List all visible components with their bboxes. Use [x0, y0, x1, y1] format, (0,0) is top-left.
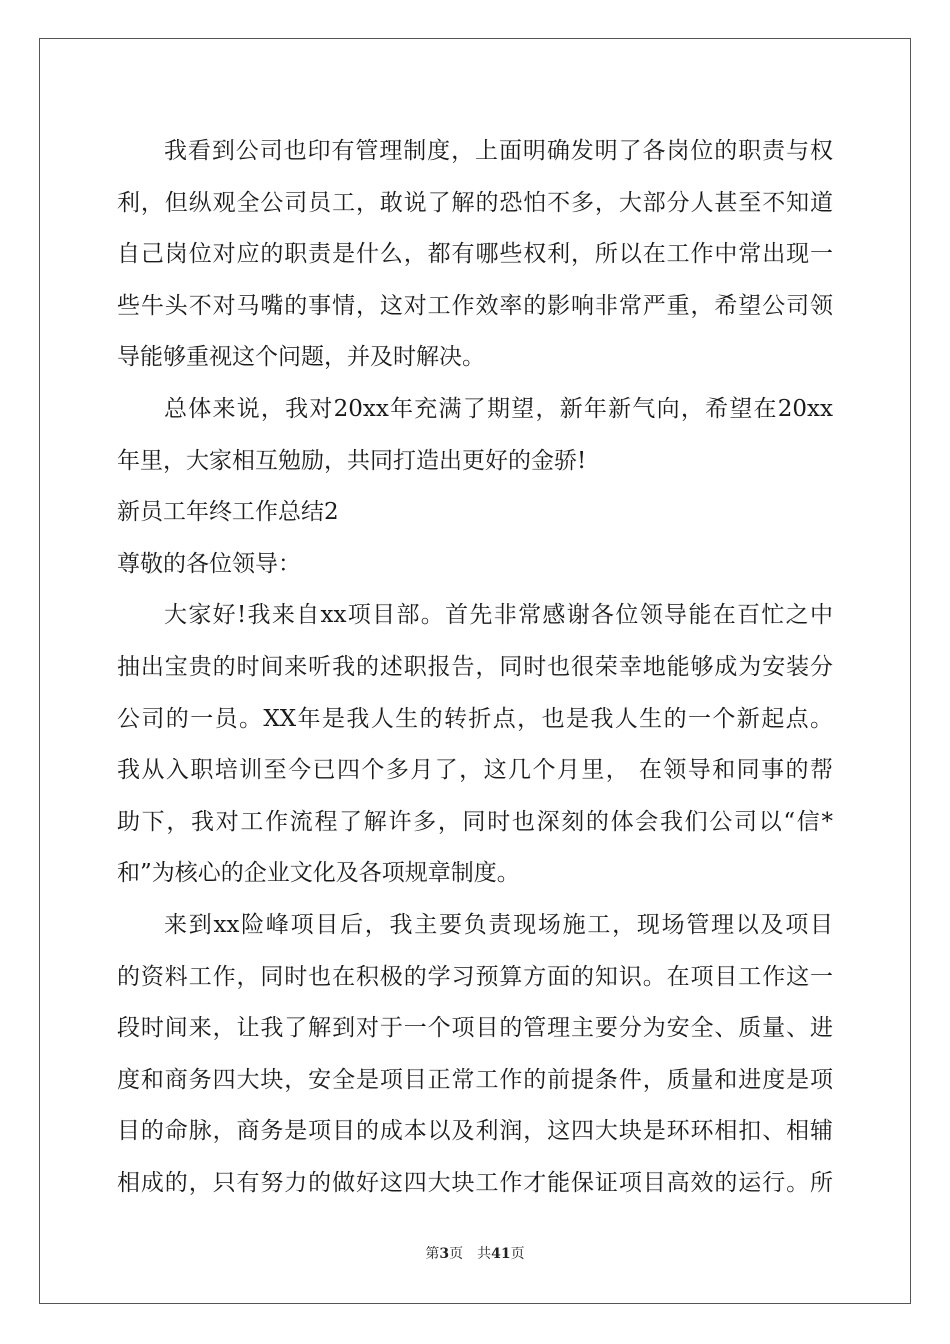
text-line: 助下，我对工作流程了解许多，同时也深刻的体会我们公司以“信* [117, 808, 833, 835]
text-line: 我从入职培训至今已四个多月了，这几个月里， 在领导和同事的帮 [117, 757, 833, 784]
footer-total-number: 41 [491, 1246, 511, 1262]
text-line: 新员工年终工作总结2 [117, 499, 339, 526]
document-body [117, 130, 833, 1213]
footer-page-number: 3 [439, 1246, 450, 1262]
text-line: 尊敬的各位领导： [117, 550, 301, 577]
text-line: 公司的一员。XX年是我人生的转折点，也是我人生的一个新起点。 [117, 705, 833, 732]
footer-total-suffix: 页 [510, 1246, 525, 1262]
page-footer [0, 1243, 950, 1263]
text-line: 抽出宝贵的时间来听我的述职报告，同时也很荣幸地能够成为安装分 [117, 653, 833, 680]
text-line: 利，但纵观全公司员工，敢说了解的恐怕不多，大部分人甚至不知道 [117, 189, 833, 216]
footer-page-suffix: 页 [449, 1246, 464, 1262]
text-line: 大家好!我来自xx项目部。首先非常感谢各位领导能在百忙之中 [164, 602, 833, 629]
text-line: 我看到公司也印有管理制度，上面明确发明了各岗位的职责与权 [164, 138, 833, 164]
text-line: 目的命脉，商务是项目的成本以及利润，这四大块是环环相扣、相辅 [117, 1118, 833, 1145]
footer-page-prefix: 第 [425, 1246, 440, 1262]
text-line: 些牛头不对马嘴的事情，这对工作效率的影响非常严重，希望公司领 [117, 292, 833, 319]
text-line: 自己岗位对应的职责是什么，都有哪些权利，所以在工作中常出现一 [117, 241, 833, 268]
text-line: 和”为核心的企业文化及各项规章制度。 [117, 860, 520, 887]
text-line: 度和商务四大块，安全是项目正常工作的前提条件，质量和进度是项 [117, 1066, 833, 1093]
text-line: 总体来说，我对20xx年充满了期望，新年新气向，希望在20xx [164, 395, 833, 422]
text-line: 年里，大家相互勉励，共同打造出更好的金骄! [117, 447, 587, 474]
footer-total-prefix: 共 [477, 1246, 492, 1262]
text-line: 相成的，只有努力的做好这四大块工作才能保证项目高效的运行。所 [117, 1169, 833, 1196]
text-line: 来到xx险峰项目后，我主要负责现场施工，现场管理以及项目 [164, 911, 833, 938]
text-line: 段时间来，让我了解到对于一个项目的管理主要分为安全、质量、进 [117, 1015, 833, 1042]
text-line: 导能够重视这个问题，并及时解决。 [117, 344, 485, 371]
text-line: 的资料工作，同时也在积极的学习预算方面的知识。在项目工作这一 [117, 963, 833, 990]
